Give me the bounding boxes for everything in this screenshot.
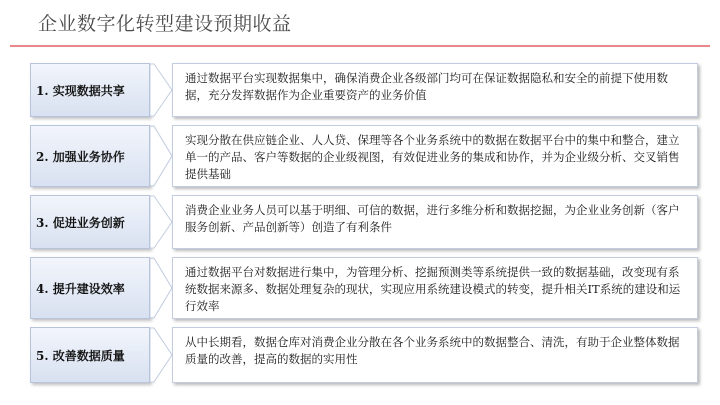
benefit-row [30,195,698,249]
benefit-label: 4. 提升建设效率 [30,257,150,319]
chevron-right-icon [150,125,174,187]
benefit-row [30,257,698,319]
benefit-label: 2. 加强业务协作 [30,125,150,187]
title-divider [10,45,710,47]
chevron-right-icon [150,257,174,319]
benefit-description: 消费企业业务人员可以基于明细、可信的数据，进行多维分析和数据挖掘，为企业业务创新（客户服务创新、产品创新等）创造了有利条件 [172,195,698,249]
benefit-description: 通过数据平台实现数据集中，确保消费企业各级部门均可在保证数据隐私和安全的前提下使用数据，充分发挥数据作为企业重要资产的业务价值 [172,63,698,117]
benefit-label: 5. 改善数据质量 [30,327,150,383]
benefit-row [30,63,698,117]
benefit-description: 实现分散在供应链企业、人人贷、保理等各个业务系统中的数据在数据平台中的集中和整合，建立单一的产品、客户等数据的企业级视图，有效促进业务的集成和协作，并为企业级分析、交叉销售提供基础 [172,125,698,187]
benefit-row [30,327,698,383]
benefit-label: 1. 实现数据共享 [30,63,150,117]
chevron-right-icon [150,63,174,117]
page-title: 企业数字化转型建设预期收益 [38,13,292,35]
benefit-description: 通过数据平台对数据进行集中，为管理分析、挖掘预测类等系统提供一致的数据基础，改变现有系统数据来源多、数据处理复杂的现状，实现应用系统建设模式的转变，提升相关IT系统的建设和运行效率 [172,257,698,319]
benefit-label: 3. 促进业务创新 [30,195,150,249]
benefit-description: 从中长期看，数据仓库对消费企业分散在各个业务系统中的数据整合、清洗，有助于企业整体数据质量的改善，提高的数据的实用性 [172,327,698,383]
benefit-row [30,125,698,187]
chevron-right-icon [150,195,174,249]
benefit-list [30,63,698,391]
chevron-right-icon [150,327,174,383]
